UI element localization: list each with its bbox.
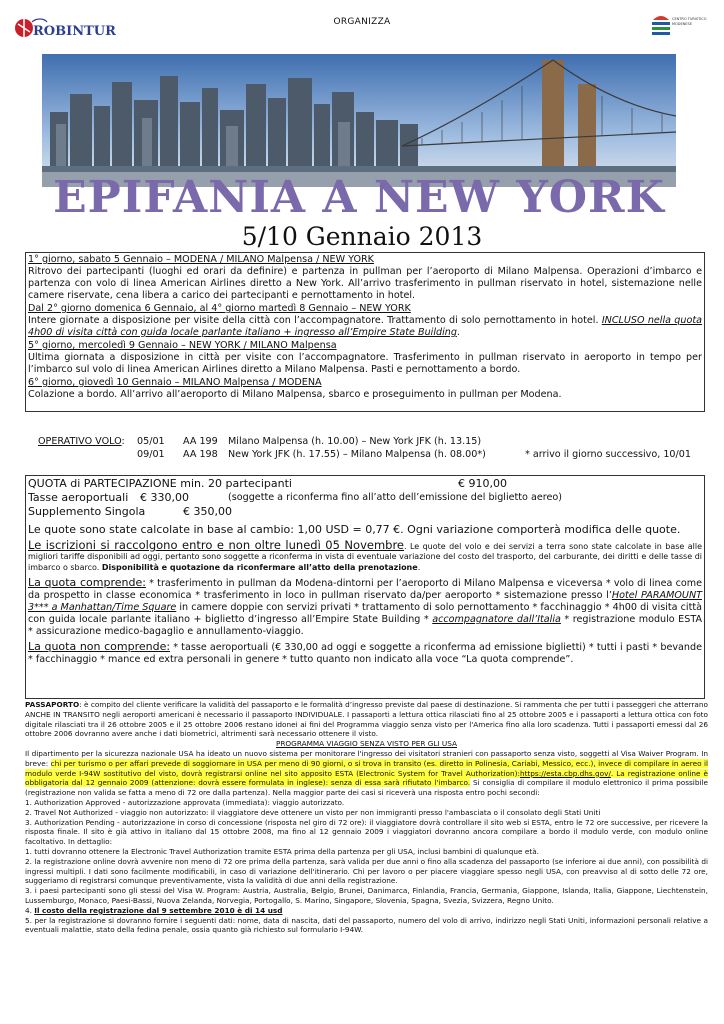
supplemento-row (28, 505, 702, 519)
flight-route: New York JFK (h. 17.55) – Milano Malpensa (h. 08.00*) (228, 449, 486, 460)
day-2-text-end: . (456, 327, 460, 338)
exchange-rate-note: Le quote sono state calcolate in base al cambio: 1,00 USD = 0,77 €. Ogni variazione comporterà modifica delle quote. (28, 523, 681, 536)
programma-intro-end: Si consiglia di compilare il modulo elettronico il prima possibile (registrazione non valida se fatta a meno di 72 ore dalla partenza). Nella maggior parte dei casi si riceverà una risposta entro pochi secondi: (25, 778, 708, 798)
non-comprende-text: * tasse aeroportuali (€ 330,00 ad oggi e soggette a riconferma ad emissione biglietti) * tutti i pasti * bevande * facchinaggio * mance ed extra personali in genere * tutto quanto non indicato alla voce “La quota comprende”. (28, 641, 702, 665)
detail-5: 5. per la registrazione si dovranno fornire i seguenti dati: nome, data di nascita, dati del passaporto, numero del volo di arrivo, indirizzo negli Stati Uniti, informazioni personali relative a eventuali malattie, stato della fedina penale, ossia quanto già richiesto sul formulario I-94W. (25, 915, 708, 935)
iscrizioni-paragraph (28, 540, 702, 573)
flight-label-colon: : (121, 436, 125, 447)
tasse-row (28, 491, 702, 505)
programma-intro (25, 749, 708, 798)
day-2-text (28, 315, 702, 339)
quota-row (28, 477, 702, 491)
day-6-text: Colazione a bordo. All’arrivo all’aeroporto di Milano Malpensa, sbarco e proseguimento in pullman per Modena. (28, 389, 562, 400)
programma-title: PROGRAMMA VIAGGIO SENZA VISTO PER GLI USA (275, 739, 458, 749)
detail-4-text: Il costo della registrazione dal 9 settembre 2010 è di 14 usd (34, 905, 283, 915)
esta-link[interactable]: https://esta.cbp.dhs.gov/ (519, 768, 611, 778)
page-subtitle: 5/10 Gennaio 2013 (241, 222, 483, 251)
day-2-included: INCLUSO nella quota 4h00 di visita città con guida locale parlante italiano + ingresso all’Empire State Building (28, 315, 702, 338)
passaporto-paragraph (25, 700, 708, 739)
prices-box (25, 475, 705, 699)
flight-date: 05/01 (137, 436, 165, 447)
comprende-text-1: * trasferimento in pullman da Modena-dintorni per l’aeroporto di Milano Malpensa e viceversa * volo di linea come da prospetto in classe economica * trasferimento in loco in pullman riservato da/per aeroporto * sistemazione presso l’ (28, 577, 702, 601)
flight-row (38, 435, 708, 448)
detail-3: 3. i paesi partecipanti sono gli stessi del Visa W. Program: Austria, Australia, Belgio, Brunei, Danimarca, Finlandia, Francia, Germania, Giappone, Islanda, Italia, Giappone, Liechtenstein, Lussemburgo, Monaco, Paesi-Bassi, Nuova Zelanda, Norvegia, Portogallo, S. Marino, Singapore, Slovenia, Spagna, Svezia, Svizzera, Regno Unito. (25, 886, 708, 905)
flight-row (38, 448, 708, 461)
comprende-label: La quota comprende: (28, 575, 146, 589)
passaporto-label: PASSAPORTO (25, 700, 80, 709)
ctm-logo (650, 12, 710, 50)
programma-intro-text: Il dipartimento per la sicurezza nazionale USA ha ideato un nuovo sistema per monitorare l'ingresso dei visitatori stranieri con passaporto senza visto, soggetti al Visa Waiver Program. In breve: (25, 748, 708, 768)
comprende-accompagnatore: accompagnatore dall’Italia (432, 613, 561, 625)
response-2: 2. Travel Not Authorized - viaggio non autorizzato: il viaggiatore deve ottenere un visto per non immigranti presso l'ambasciata o il consolato degli Stati Uniti (25, 807, 601, 817)
day-5-heading: 5° giorno, mercoledì 9 Gennaio – NEW YORK / MILANO Malpensa (28, 340, 337, 351)
detail-4 (25, 906, 708, 916)
day-6-heading: 6° giorno, giovedì 10 Gennaio – MILANO Malpensa / MODENA (28, 377, 322, 388)
response-1: 1. Authorization Approved - autorizzazione approvata (immediata): viaggio autorizzato. (25, 797, 345, 807)
programma-highlight-2: . La registrazione online è obbligatoria dal 12 gennaio 2009 (attenzione: dovrà essere formulata in inglese): senza di essa sarà rifiutato l'imbarco. (25, 768, 708, 788)
organizza-label: ORGANIZZA (333, 17, 391, 27)
comprende-paragraph (28, 577, 702, 638)
flight-label (38, 435, 125, 448)
header (0, 0, 724, 52)
new-york-skyline-image (42, 54, 676, 187)
flight-schedule (38, 435, 708, 461)
flight-label-text: OPERATIVO VOLO (38, 436, 122, 447)
passaporto-text: : è compito del cliente verificare la validità del passaporto e le formalità d’ingresso previste dal paese di destinazione. Si rammenta che per tutti i passeggeri che atterrano ANCHE IN TRANSITO negli aeroporti americani è necessario il passaporto INDIVIDUALE. I passaporti a lettura ottica rilasciati fino al 25 ottobre 2005 e i passaporti a lettura ottica con foto digitale rilasciati tra il 26 ottobre 2005 e il 25 ottobre 2006 restano idonei ai fini del Programma viaggio senza visto per l'America fino alla loro scadenza. Tutti i passaporti emessi dal 26 ottobre 2006 dovranno avere anche i dati biometrici, altrimenti sarà necessario ottenere il visto. (25, 700, 708, 739)
ctm-logo-text: CENTRO TURISTICO MODENESE (672, 17, 707, 26)
tasse-value: € 330,00 (140, 491, 189, 504)
day-1-heading: 1° giorno, sabato 5 Gennaio – MODENA / MILANO Malpensa / NEW YORK (28, 254, 374, 265)
flight-route: Milano Malpensa (h. 10.00) – New York JFK (h. 13.15) (228, 436, 482, 447)
comprende-text-3: * registrazione modulo ESTA * assicurazione medico-bagaglio e annullamento-viaggio. (28, 613, 703, 637)
passport-info (25, 700, 708, 935)
supplemento-label: Supplemento Singola (28, 505, 146, 518)
flight-note: * arrivo il giorno successivo, 10/01 (525, 449, 691, 460)
flight-number: AA 198 (183, 449, 218, 460)
flight-number: AA 199 (183, 436, 218, 447)
robintur-logo-text: ROBINTUR (33, 24, 116, 39)
day-5-text: Ultima giornata a disposizione in città per visite con l’accompagnatore. Trasferimento in pullman riservato in aeroporto in tempo per l’imbarco sul volo di linea American Airlines diretto a Milano Malpensa. Pasti e pernottamento a bordo. (28, 352, 702, 375)
itinerary-box (25, 252, 705, 412)
detail-2: 2. la registrazione online dovrà avvenire non meno di 72 ore prima della partenza, sarà valida per due anni o fino alla scadenza del passaporto (se inferiore ai due anni), con possibilità di ingressi multipli. I dati sono facilmente modificabili, in caso di variazione dell'itinerario. Chi per lavoro o per piacere viaggiare spesso negli USA, con preavviso al di sotto delle 72 ore, suggeriamo di registrarsi comunque preventivamente, vista la validità di due anni della registrazione. (25, 856, 708, 886)
quota-label: QUOTA di PARTECIPAZIONE min. 20 partecipanti (28, 477, 292, 490)
programma-highlight-1: chi per turismo o per affari prevede di soggiornare in USA per meno di 90 giorni, o si trova in transito (es. diretto in Polinesia, Cariabi, Messico, ecc.), invece di compilare in aereo il modulo verde I-94W sostitutivo del visto, dovrà registrarsi online nel sito apposito ESTA (Electronic System for Travel Authorization): (25, 758, 709, 778)
iscrizioni-bold: Disponibilità e quotazione da riconfermare all’atto della prenotazione (101, 562, 418, 572)
non-comprende-label: La quota non comprende: (28, 639, 171, 653)
response-3: 3. Authorization Pending - autorizzazione in corso di concessione (risposta nel giro di 72 ore): il viaggiatore dovrà controllare il sito web si ESTA, entro le 72 ore successive, per ricevere la risposta finale. Il sito è già attivo in italiano dal 15 ottobre 2008, ma fino al 12 gennaio 2009 i viaggiatori dovranno ancora compilare a bordo il modulo verde, con modulo online facoltativo. In dettaglio: (25, 817, 708, 847)
day-1-text: Ritrovo dei partecipanti (luoghi ed orari da definire) e partenza in pullman per l’aeroporto di Milano Malpensa. Operazioni d’imbarco e partenza con volo di linea American Airlines diretto a New York. All’arrivo trasferimento in pullman riservato in hotel, sistemazione nelle camere riservate, cena libera a carico dei partecipanti e pernottamento in hotel. (28, 266, 702, 301)
comprende-text-2: in camere doppie con servizi privati * trattamento di solo pernottamento * facchinaggio * 4h00 di visita città con guida locale parlante italiano + biglietto d’ingresso all’Empire State Building * (28, 601, 702, 625)
detail-1: 1. tutti dovranno ottenere la Electronic Travel Authorization tramite ESTA prima della partenza per gli USA, inclusi bambini di qualunque età. (25, 846, 539, 856)
supplemento-value: € 350,00 (183, 505, 232, 518)
non-comprende-paragraph (28, 641, 702, 666)
iscrizioni-end: . (417, 562, 421, 572)
iscrizioni-title: Le iscrizioni si raccolgono entro e non oltre lunedì 05 Novembre (28, 538, 405, 552)
comprende-hotel: Hotel PARAMOUNT 3*** a Manhattan/Time Square (28, 589, 702, 613)
page-title: EPIFANIA A NEW YORK (53, 172, 665, 223)
tasse-label: Tasse aeroportuali (28, 491, 129, 504)
ctm-logo-icon (650, 12, 672, 42)
day-2-text-main: Intere giornate a disposizione per visite della città con l’accompagnatore. Trattamento di solo pernottamento in hotel. (28, 315, 602, 326)
iscrizioni-text: . Le quote del volo e dei servizi a terra sono state calcolate in base alle migliori tariffe disponibili ad oggi, pertanto sono soggette a riconferma in vista di eventuale variazione del costo del trasporto, del carburante, dei diritti e delle tasse di imbarco o sbarco. (28, 542, 703, 572)
tasse-note: (soggette a riconferma fino all’atto dell’emissione del biglietto aereo) (228, 492, 562, 503)
flight-date: 09/01 (137, 449, 165, 460)
quota-value: € 910,00 (458, 477, 507, 490)
day-2-heading: Dal 2° giorno domenica 6 Gennaio, al 4° giorno martedì 8 Gennaio – NEW YORK (28, 303, 411, 314)
detail-4-num: 4. (25, 905, 35, 915)
